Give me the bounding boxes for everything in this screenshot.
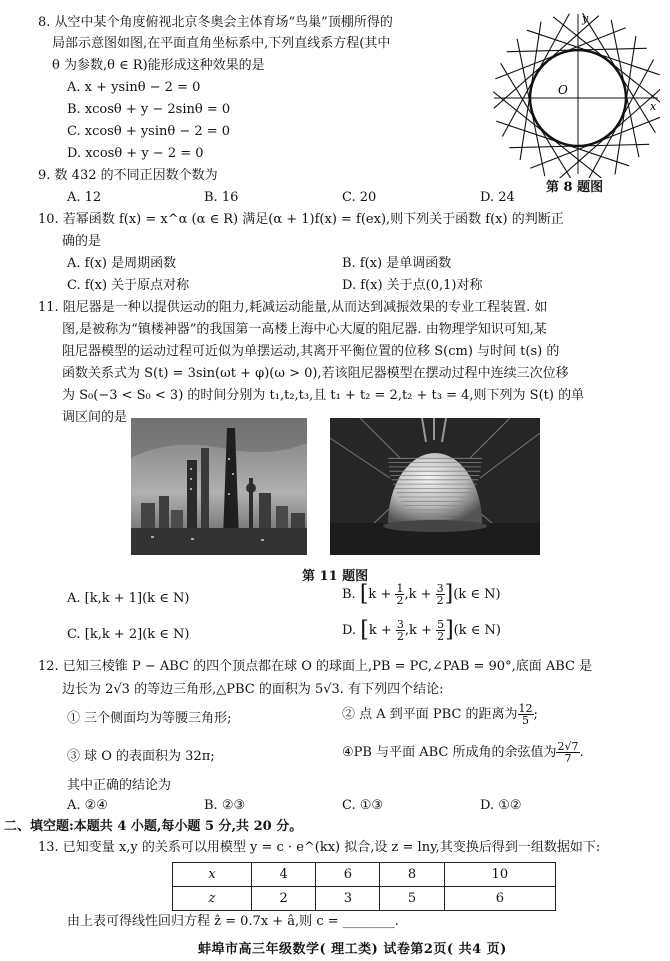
- q8-option-c: C. xcosθ + ysinθ − 2 = 0: [67, 124, 231, 139]
- q8-option-b: B. xcosθ + y − 2sinθ = 0: [67, 102, 231, 117]
- q11-line-4: 函数关系式为 S(t) = 3sin(ωt + φ)(ω > 0),若该阻尼器模型在摆动过程中连续三次位移: [62, 366, 569, 381]
- q11-option-b-b-den: 2: [436, 594, 444, 607]
- q12-conclusion-2-text: ② 点 A 到平面 PBC 的距离为: [342, 707, 518, 722]
- q8-option-a: A. x + ysinθ − 2 = 0: [67, 80, 201, 95]
- q8-figure-x-label: x: [650, 100, 657, 113]
- q9-stem: 9. 数 432 的不同正因数个数为: [38, 168, 218, 183]
- skyline-photo: [131, 418, 307, 555]
- q12-conclusion-3: ③ 球 O 的表面积为 32π;: [67, 749, 215, 764]
- q11-line-5: 为 S₀(−3 < S₀ < 3) 的时间分别为 t₁,t₂,t₃,且 t₁ + t₂ = 2,t₂ + t₃ = 4,则下列为 S(t) 的单: [62, 388, 585, 403]
- table-cell: 3: [316, 887, 380, 911]
- q13-tail: 由上表可得线性回归方程 ẑ = 0.7x + â,则 c = ________.: [67, 914, 399, 929]
- q12-conclusion-2-post: ;: [533, 707, 538, 722]
- q8-figure-y-label: y: [582, 12, 589, 25]
- table-cell: 8: [380, 863, 444, 887]
- q11-option-b-a-int: k +: [368, 587, 392, 602]
- table-cell: 4: [252, 863, 316, 887]
- q11-option-d-b-int: ,k +: [404, 623, 432, 638]
- q8-figure-origin-label: O: [558, 83, 568, 97]
- q12-conclusion-4: [342, 741, 584, 764]
- q11-option-b: B. [k + $\frac{1}{2}$ ,k + $\frac{3}{2}$ ](k ∈ N): [342, 581, 501, 607]
- q11-option-d-a-int: k +: [368, 623, 392, 638]
- q12-option-c: C. ①③: [342, 798, 384, 813]
- q12-line-1: 12. 已知三棱锥 P − ABC 的四个顶点都在球 O 的球面上,PB = PC,∠PAB = 90°,底面 ABC 是: [38, 659, 593, 674]
- table-cell: 10: [444, 863, 555, 887]
- q11-option-d-a-num: 3: [396, 618, 404, 631]
- table-cell: 6: [316, 863, 380, 887]
- q11-figure-caption: 第 11 题图: [302, 569, 369, 584]
- q8-line-2: 局部示意图如图,在平面直角坐标系中,下列直线系方程(其中: [52, 36, 391, 51]
- q12-line-2: 边长为 2√3 的等边三角形,△PBC 的面积为 5√3. 有下列四个结论:: [62, 682, 444, 697]
- q8-option-d: D. xcosθ + y − 2 = 0: [67, 146, 204, 161]
- q9-option-c: C. 20: [342, 190, 377, 205]
- q10-line-1: 10. 若幂函数 f(x) = x^α (α ∈ R) 满足(α + 1)f(x) = f(ex),则下列关于函数 f(x) 的判断正: [38, 212, 564, 227]
- q8-line-1: 8. 从空中某个角度俯视北京冬奥会主体育场“鸟巢”顶棚所得的: [38, 15, 393, 30]
- q12-conclusion-4-text: ④PB 与平面 ABC 所成角的余弦值为: [342, 745, 557, 760]
- q11-option-a: A. [k,k + 1](k ∈ N): [67, 591, 190, 606]
- q11-option-b-a-den: 2: [396, 594, 404, 607]
- q10-option-a: A. f(x) 是周期函数: [67, 256, 177, 271]
- q10-option-b: B. f(x) 是单调函数: [342, 256, 452, 271]
- section-2-heading: 二、填空题:本题共 4 小题,每小题 5 分,共 20 分。: [4, 819, 303, 834]
- table-row: [173, 863, 556, 887]
- q8-figure-caption: 第 8 题图: [546, 180, 604, 195]
- q12-conclusion-1: ① 三个侧面均为等腰三角形;: [67, 711, 232, 726]
- q10-line-2: 确的是: [62, 234, 102, 249]
- q9-option-d: D. 24: [480, 190, 515, 205]
- q11-line-1: 11. 阻尼器是一种以提供运动的阻力,耗减运动能量,从而达到减振效果的专业工程装置. 如: [38, 300, 548, 315]
- q10-option-c: C. f(x) 关于原点对称: [67, 278, 190, 293]
- table-cell: x: [173, 863, 252, 887]
- q11-option-d-label: D.: [342, 623, 357, 638]
- q11-line-3: 阻尼器模型的运动过程可近似为单摆运动,其离开平衡位置的位移 S(cm) 与时间 t(s) 的: [62, 344, 560, 359]
- q11-option-d-b-den: 2: [437, 630, 445, 643]
- q11-option-c: C. [k,k + 2](k ∈ N): [67, 627, 190, 642]
- q12-conclusion-4-num: 2√7: [557, 740, 579, 753]
- q11-option-b-b-int: ,k +: [404, 587, 432, 602]
- page-footer: 蚌埠市高三年级数学( 理工类) 试卷第2页( 共4 页): [198, 942, 507, 957]
- q11-option-b-a-num: 1: [396, 582, 404, 595]
- q11-option-b-post: (k ∈ N): [453, 587, 501, 602]
- damper-photo: [330, 418, 540, 555]
- q11-option-d-a-den: 2: [396, 630, 404, 643]
- q13-stem: 13. 已知变量 x,y 的关系可以用模型 y = c · e^(kx) 拟合,设 z = lny,其变换后得到一组数据如下:: [38, 840, 601, 855]
- q8-line-3: θ 为参数,θ ∈ R)能形成这种效果的是: [52, 58, 265, 73]
- table-cell: 2: [252, 887, 316, 911]
- q12-option-d: D. ①②: [480, 798, 522, 813]
- table-cell: 5: [380, 887, 444, 911]
- q12-conclusion-2: [342, 703, 538, 726]
- tangent-line: [557, 88, 660, 178]
- table-row: [173, 887, 556, 911]
- q11-line-6: 调区间的是: [62, 410, 128, 425]
- q11-option-b-label: B.: [342, 587, 356, 602]
- table-cell: z: [173, 887, 252, 911]
- q12-option-a: A. ②④: [67, 798, 108, 813]
- q13-data-table: [172, 862, 556, 911]
- q11-line-2: 图,是被称为“镇楼神器”的我国第一高楼上海中心大厦的阻尼器. 由物理学知识可知,某: [62, 322, 547, 337]
- q9-option-a: A. 12: [67, 190, 102, 205]
- q12-prompt: 其中正确的结论为: [67, 778, 172, 793]
- q12-option-b: B. ②③: [204, 798, 246, 813]
- q11-option-d-b-num: 5: [437, 618, 445, 631]
- q12-conclusion-4-post: .: [579, 745, 584, 760]
- table-cell: 6: [444, 887, 555, 911]
- q10-option-d: D. f(x) 关于点(0,1)对称: [342, 278, 483, 293]
- q11-option-d-post: (k ∈ N): [453, 623, 501, 638]
- q11-option-b-b-num: 3: [436, 582, 444, 595]
- q12-conclusion-2-num: 12: [518, 702, 533, 715]
- q9-option-b: B. 16: [204, 190, 239, 205]
- q11-option-d: D. [k + $\frac{3}{2}$ ,k + $\frac{5}{2}$ ](k ∈ N): [342, 617, 501, 643]
- q12-conclusion-4-den: 7: [564, 752, 572, 765]
- q8-figure: [490, 8, 660, 178]
- q12-conclusion-2-den: 5: [522, 714, 530, 727]
